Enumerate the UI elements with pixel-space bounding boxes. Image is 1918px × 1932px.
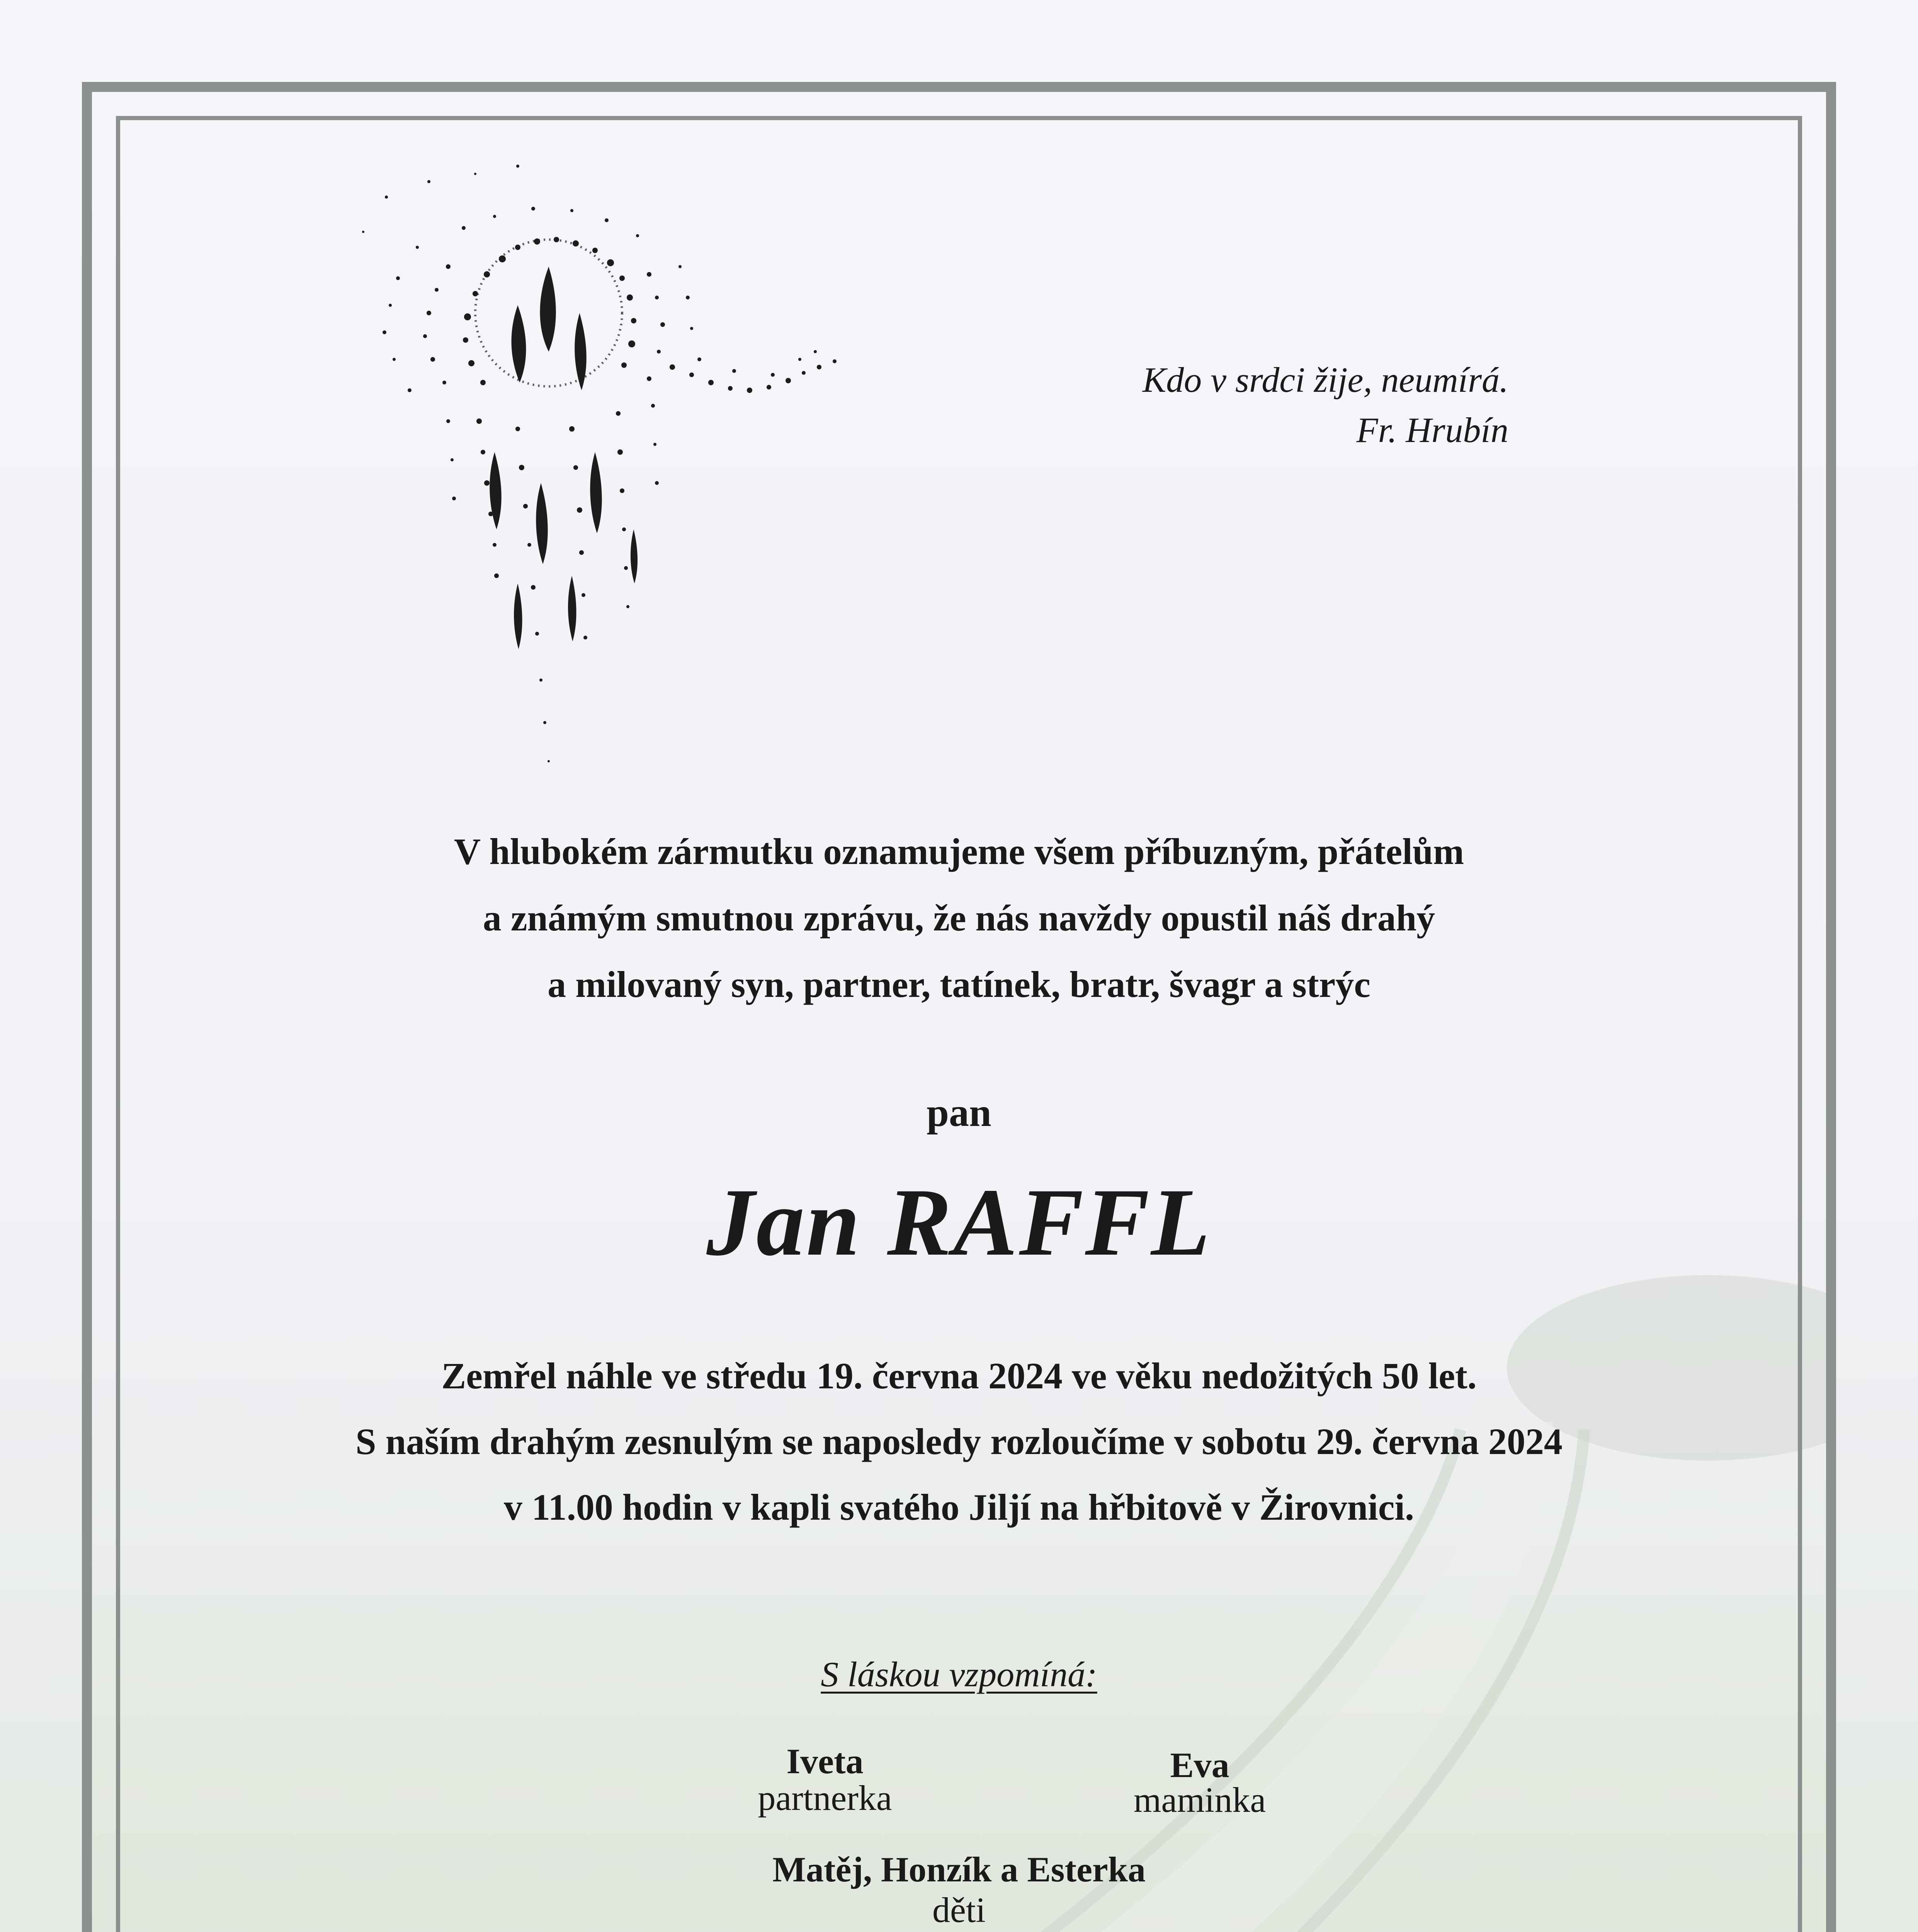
- announcement-line: a známým smutnou zprávu, že nás navždy opustil náš drahý: [483, 897, 1435, 939]
- motto-author: Fr. Hrubín: [1356, 410, 1508, 450]
- honorific: pan: [927, 1090, 991, 1135]
- death-info-line: v 11.00 hodin v kapli svatého Jiljí na hřbitově v Žirovnici.: [504, 1486, 1414, 1528]
- mourner-relation: děti: [932, 1890, 986, 1930]
- announcement-line: a milovaný syn, partner, tatínek, bratr, švagr a strýc: [548, 964, 1370, 1005]
- mourner-name: Matěj, Honzík a Esterka: [772, 1850, 1146, 1889]
- death-info-line: S naším drahým zesnulým se naposledy rozloučíme v sobotu 29. června 2024: [355, 1421, 1563, 1462]
- mourner-name: Eva: [1170, 1745, 1229, 1785]
- announcement-line: V hlubokém zármutku oznamujeme všem příbuzným, přátelům: [454, 831, 1464, 872]
- sun-rain-emblem-icon: [301, 151, 862, 784]
- death-info-line: Zemřel náhle ve středu 19. června 2024 ve věku nedožitých 50 let.: [441, 1355, 1477, 1396]
- deceased-name: Jan RAFFL: [706, 1169, 1212, 1276]
- mourner-name: Iveta: [786, 1742, 864, 1781]
- mourners-heading: S láskou vzpomíná:: [821, 1655, 1097, 1694]
- mourner-relation: partnerka: [758, 1778, 892, 1818]
- mourner-relation: maminka: [1133, 1780, 1266, 1820]
- motto-quote: Kdo v srdci žije, neumírá.: [1142, 360, 1508, 400]
